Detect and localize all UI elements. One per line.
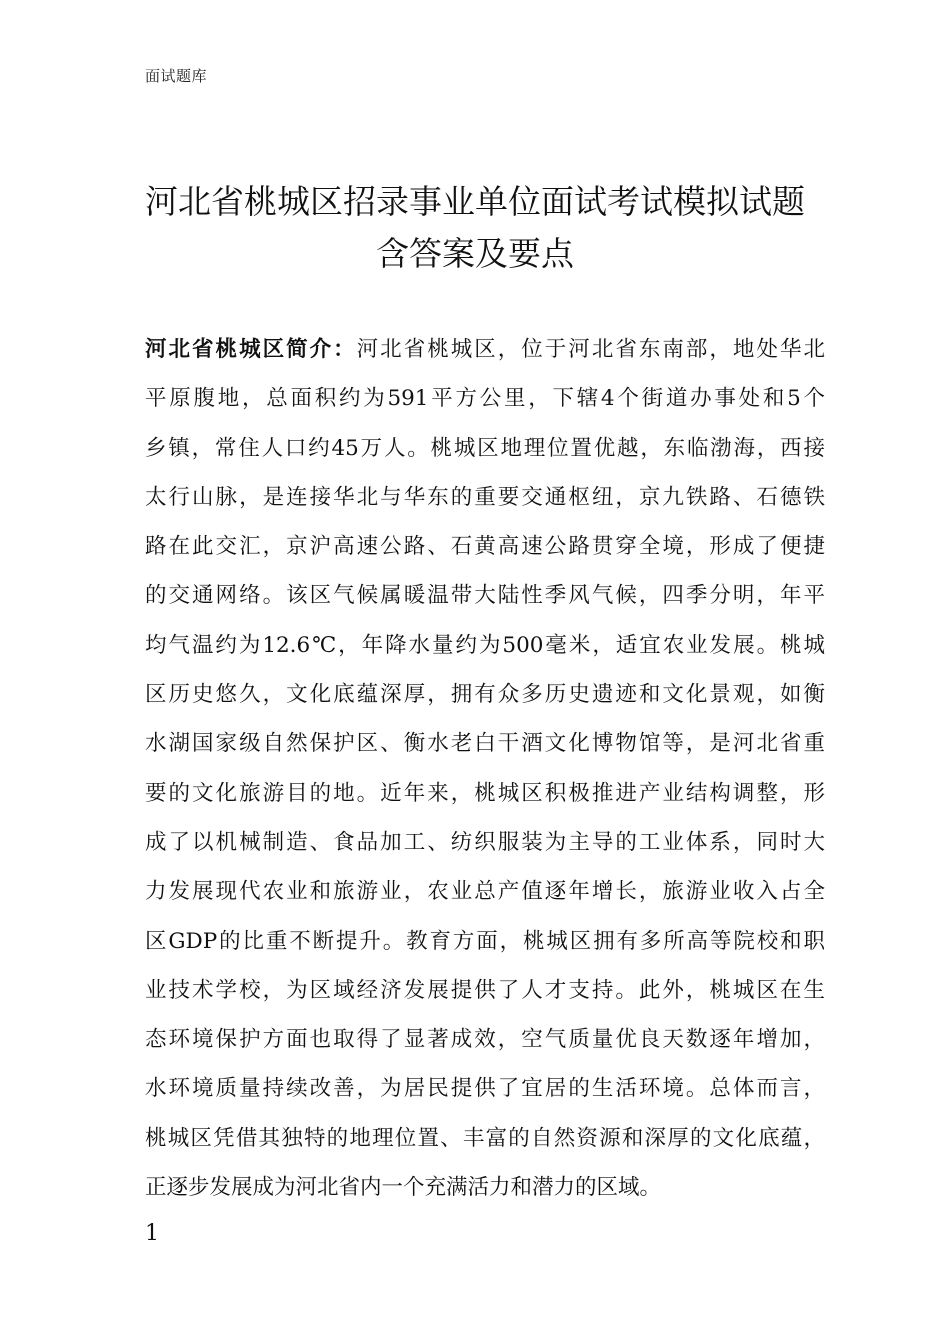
page-header: 面试题库	[145, 67, 208, 85]
paragraph-line-text: 河北省桃城区，位于河北省东南部，地处华北	[356, 337, 825, 362]
intro-label: 河北省桃城区简介：	[145, 337, 357, 362]
page-number: 1	[145, 1221, 159, 1246]
title-line-1: 河北省桃城区招录事业单位面试考试模拟试题	[145, 182, 805, 221]
document-title	[145, 176, 805, 280]
paragraph-line: 桃城区凭借其独特的地理位置、丰富的自然资源和深厚的文化底蕴，	[145, 1125, 825, 1151]
paragraph-line: 要的文化旅游目的地。近年来，桃城区积极推进产业结构调整，形	[145, 780, 825, 806]
paragraph-line: 平原腹地，总面积约为591平方公里，下辖4个街道办事处和5个	[145, 386, 825, 412]
paragraph-line: 态环境保护方面也取得了显著成效，空气质量优良天数逐年增加，	[145, 1027, 825, 1053]
paragraph-line: 乡镇，常住人口约45万人。桃城区地理位置优越，东临渤海，西接	[145, 435, 825, 461]
paragraph-line	[145, 325, 825, 374]
paragraph-line: 水环境质量持续改善，为居民提供了宜居的生活环境。总体而言，	[145, 1076, 825, 1102]
paragraph-line: 力发展现代农业和旅游业，农业总产值逐年增长，旅游业收入占全	[145, 879, 825, 905]
paragraph-line: 均气温约为12.6℃，年降水量约为500毫米，适宜农业发展。桃城	[145, 632, 825, 658]
intro-paragraph	[145, 325, 825, 1212]
paragraph-line: 水湖国家级自然保护区、衡水老白干酒文化博物馆等，是河北省重	[145, 731, 825, 757]
paragraph-line: 业技术学校，为区域经济发展提供了人才支持。此外，桃城区在生	[145, 977, 825, 1003]
paragraph-line: 的交通网络。该区气候属暖温带大陆性季风气候，四季分明，年平	[145, 583, 825, 609]
paragraph-line: 区GDP的比重不断提升。教育方面，桃城区拥有多所高等院校和职	[145, 928, 825, 954]
paragraph-line: 太行山脉，是连接华北与华东的重要交通枢纽，京九铁路、石德铁	[145, 484, 825, 510]
paragraph-line: 正逐步发展成为河北省内一个充满活力和潜力的区域。	[145, 1175, 662, 1201]
paragraph-line: 成了以机械制造、食品加工、纺织服装为主导的工业体系，同时大	[145, 829, 825, 855]
title-line-2: 含答案及要点	[376, 234, 574, 273]
paragraph-line: 路在此交汇，京沪高速公路、石黄高速公路贯穿全境，形成了便捷	[145, 534, 825, 560]
paragraph-line: 区历史悠久，文化底蕴深厚，拥有众多历史遗迹和文化景观，如衡	[145, 682, 825, 708]
